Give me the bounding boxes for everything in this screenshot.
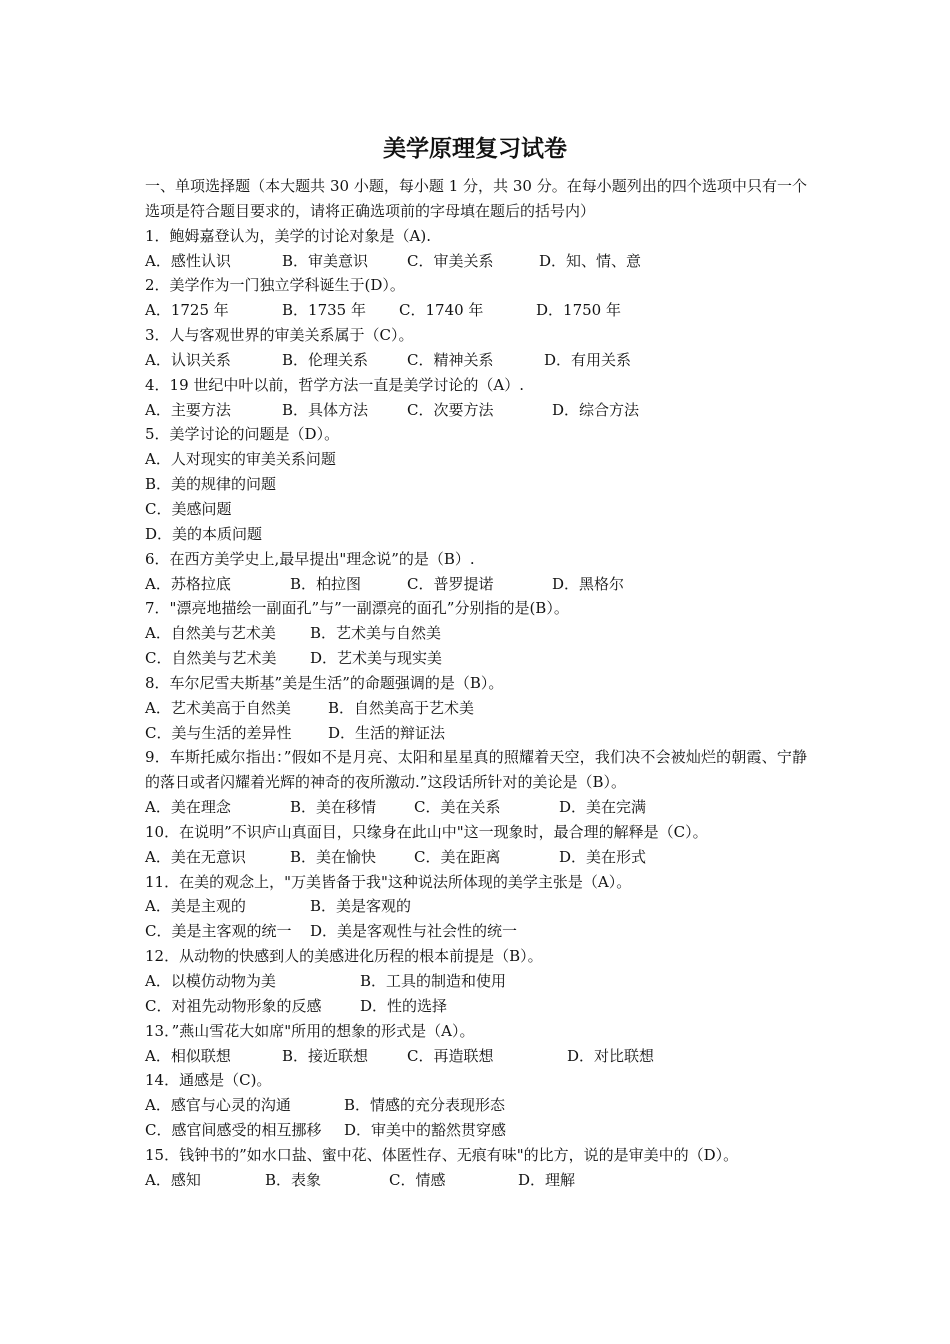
option: C．次要方法	[407, 400, 494, 419]
option: B．美在愉快	[290, 847, 377, 866]
question-stem: 10．在说明”不识庐山真面目，只缘身在此山中"这一现象时，最合理的解释是（C）。	[145, 822, 708, 841]
question-options	[145, 646, 807, 671]
question-stem: 6．在西方美学史上,最早提出"理念说”的是（B）.	[145, 549, 475, 568]
option: D．对比联想	[567, 1046, 655, 1065]
option: B．自然美高于艺术美	[328, 698, 475, 717]
option: A．美在无意识	[145, 847, 246, 866]
option: A．感性认识	[145, 251, 231, 270]
option: B．美在移情	[290, 798, 377, 817]
option: D．美的本质问题	[145, 524, 263, 543]
option: D．1750 年	[536, 301, 621, 320]
question-options	[145, 919, 807, 944]
option: D．知、情、意	[539, 251, 642, 270]
option: C．美是主客观的统一	[145, 922, 292, 941]
section-header: 一、单项选择题（本大题共 30 小题，每小题 1 分，共 30 分。在每小题列出的四个选项中只有一个选项是符合题目要求的，请将正确选项前的字母填在题后的括号内）	[145, 177, 807, 220]
question-stem: 2．美学作为一门独立学科诞生于(D）。	[145, 276, 405, 295]
option: A．感官与心灵的沟通	[145, 1096, 291, 1115]
question-stem: 11．在美的观念上，"万美皆备于我"这种说法所体现的美学主张是（A）。	[145, 872, 632, 891]
option: A．苏格拉底	[145, 574, 231, 593]
question-options	[145, 1093, 807, 1118]
question-stem: 15．钱钟书的”如水口盐、蜜中花、体匿性存、无痕有味"的比方，说的是审美中的（D）。	[145, 1145, 739, 1164]
option: C．精神关系	[407, 350, 494, 369]
option: D．美在形式	[559, 847, 647, 866]
question-options	[145, 298, 807, 323]
option: C．美感问题	[145, 499, 232, 518]
option: B．工具的制造和使用	[360, 972, 507, 990]
option: C．对祖先动物形象的反感	[145, 996, 322, 1015]
option: D．美是客观性与社会性的统一	[310, 922, 518, 941]
question-stem: 1．鲍姆嘉登认为，美学的讨论对象是（A).	[145, 226, 431, 245]
question-stem: 9．车斯托威尔指出：”假如不是月亮、太阳和星星真的照耀着天空，我们决不会被灿烂的朝霞、宁静的落日或者闪耀着光辉的神奇的夜所激动.”这段话所针对的美论是（B）。	[145, 748, 807, 792]
option: C．感官间感受的相互挪移	[145, 1121, 322, 1140]
question-options	[145, 1168, 807, 1193]
question-options	[145, 1118, 807, 1143]
option: B．具体方法	[282, 400, 369, 419]
option: A．美在理念	[145, 798, 231, 817]
option: A．认识关系	[145, 350, 231, 369]
question-stem: 3．人与客观世界的审美关系属于（C）。	[145, 326, 414, 345]
page-title: 美学原理复习试卷	[383, 135, 567, 162]
option: A．艺术美高于自然美	[145, 698, 291, 717]
option: B．1735 年	[282, 301, 366, 320]
option: B．接近联想	[282, 1046, 369, 1065]
question-stem: 5．美学讨论的问题是（D）。	[145, 425, 340, 444]
option: A．感知	[145, 1170, 201, 1189]
question-options	[145, 894, 807, 919]
question-options	[145, 845, 807, 870]
option: C．美在距离	[414, 847, 501, 866]
option: B．美是客观的	[310, 897, 412, 916]
option: C．普罗提诺	[407, 574, 494, 593]
option: D．黑格尔	[552, 574, 625, 593]
option: D．艺术美与现实美	[310, 649, 443, 668]
option: D．审美中的豁然贯穿感	[344, 1121, 507, 1140]
option: C．美与生活的差异性	[145, 723, 292, 742]
option: A．1725 年	[145, 301, 229, 320]
option: D．理解	[518, 1170, 576, 1189]
option: A．美是主观的	[145, 897, 246, 916]
question-options	[145, 994, 807, 1019]
exam-body	[145, 174, 807, 1193]
option: C．情感	[389, 1170, 446, 1189]
option: B．审美意识	[282, 251, 369, 270]
option: A．自然美与艺术美	[145, 624, 276, 643]
question-stem: 12．从动物的快感到人的美感进化历程的根本前提是（B）。	[145, 947, 543, 966]
option: B．表象	[265, 1170, 322, 1189]
option: B．艺术美与自然美	[310, 624, 442, 643]
question-options	[145, 795, 807, 820]
option: C．再造联想	[407, 1046, 494, 1065]
option: A．人对现实的审美关系问题	[145, 450, 336, 469]
question-options	[145, 398, 807, 423]
question-options	[145, 621, 807, 646]
question-options	[145, 721, 807, 746]
option: D．有用关系	[544, 350, 632, 369]
question-stem: 7．"漂亮地描绘一副面孔”与”一副漂亮的面孔”分别指的是(B）。	[145, 599, 569, 618]
question-stem: 8．车尔尼雪夫斯基”美是生活”的命题强调的是（B）。	[145, 673, 504, 692]
question-options	[145, 249, 807, 274]
option: C．自然美与艺术美	[145, 649, 277, 668]
option: B．柏拉图	[290, 574, 362, 593]
question-options	[145, 969, 807, 994]
question-stem: 14．通感是（C)。	[145, 1071, 272, 1090]
question-options	[145, 696, 807, 721]
option: C．审美关系	[407, 251, 494, 270]
option: D．美在完满	[559, 798, 647, 817]
option: B．美的规律的问题	[145, 475, 277, 494]
question-stem: 4．19 世纪中叶以前，哲学方法一直是美学讨论的（A）.	[145, 375, 525, 394]
option: A．以模仿动物为美	[145, 972, 276, 990]
option: B．情感的充分表现形态	[344, 1096, 506, 1115]
question-options	[145, 572, 807, 597]
question-options	[145, 1044, 807, 1069]
option: D．生活的辩证法	[328, 723, 446, 742]
option: D．性的选择	[360, 996, 448, 1015]
option: A．主要方法	[145, 400, 231, 419]
option: B．伦理关系	[282, 350, 369, 369]
question-options	[145, 348, 807, 373]
option: D．综合方法	[552, 400, 640, 419]
option: C．1740 年	[399, 301, 484, 320]
option: C．美在关系	[414, 798, 501, 817]
question-stem: 13．”燕山雪花大如席"所用的想象的形式是（A）。	[145, 1021, 475, 1040]
option: A．相似联想	[145, 1046, 231, 1065]
